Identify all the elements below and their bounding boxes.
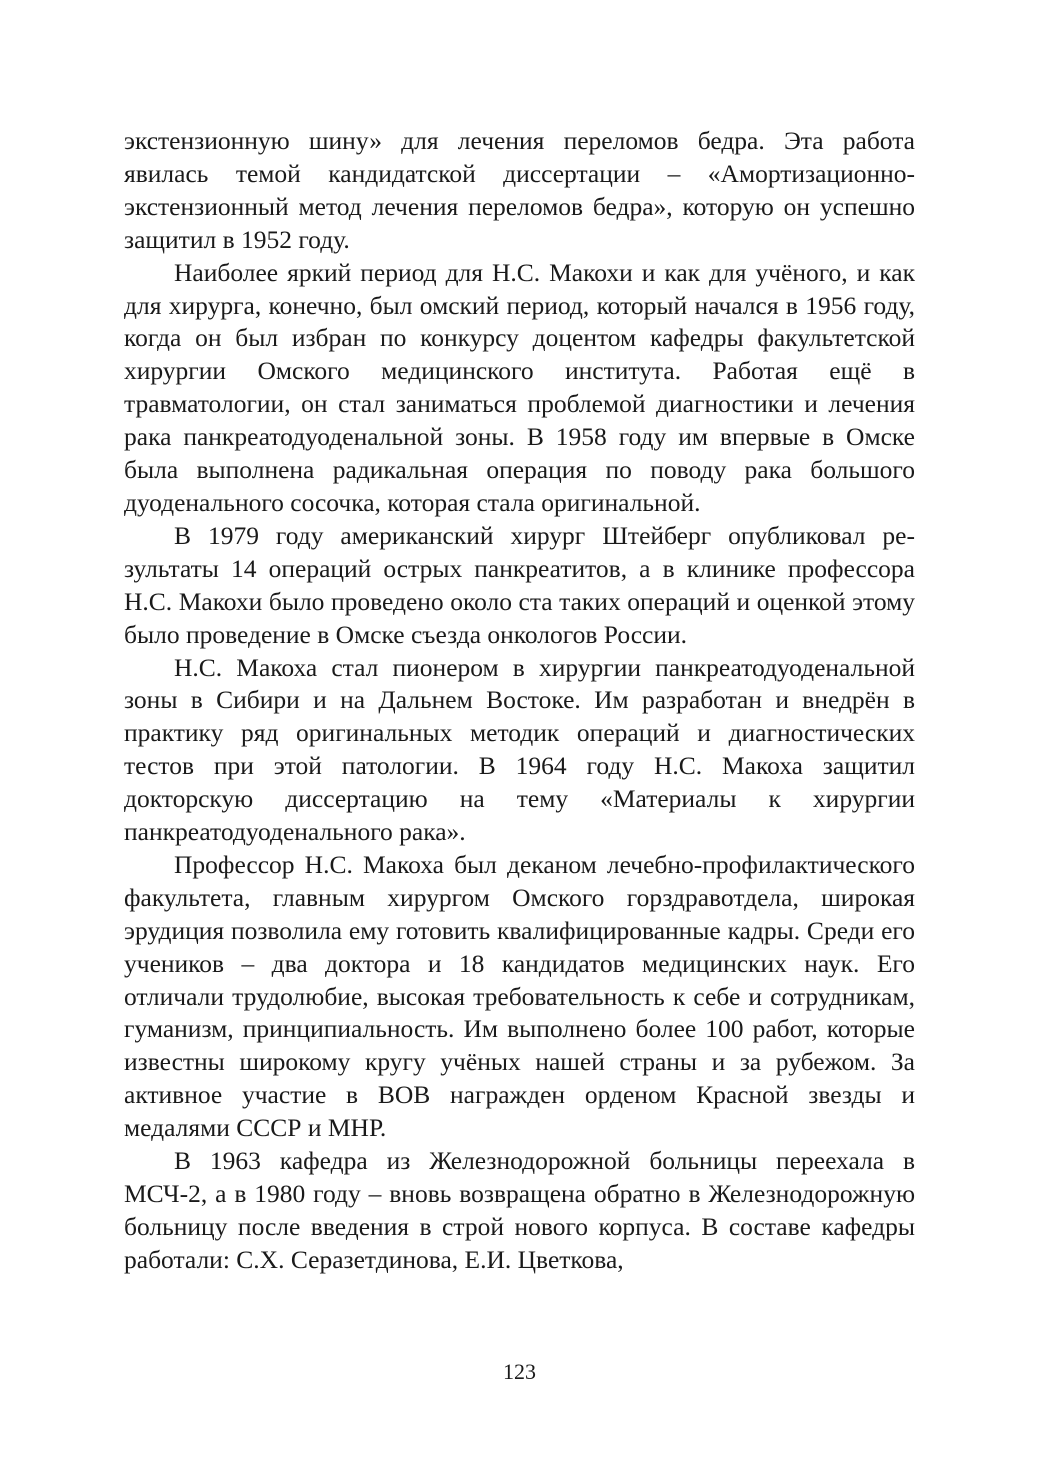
paragraph-2: Наиболее яркий период для Н.С. Макохи и как для учёного, и как для хирурга, конечно, был омский период, который начался в 1956 году, когда он был избран по конкурсу доцентом кафедры факультетской хирургии Омского медицинского института. Работая ещё в травматологии, он стал заниматься проблемой диагностики и лечения рака панкреатодуоденальной зоны. В 1958 году им впервые в Омске была выполнена радикальная операция по поводу рака большого дуоденального сосочка, которая стала оригинальной. <box>124 257 915 517</box>
paragraph-4: Н.С. Макоха стал пионером в хирургии панкреатодуоденальной зоны в Сибири и на Дальнем Востоке. Им разработан и внедрён в практику ряд оригинальных методик операций и диагностических тестов при этой патологии. В 1964 году Н.С. Макоха защитил докторскую диссертацию на тему «Материалы к хирургии панкреатодуоденального рака». <box>124 652 915 847</box>
paragraph-3: В 1979 году американский хирург Штейберг опубликовал результаты 14 операций острых панкреатитов, а в клинике профессора Н.С. Макохи было проведено около ста таких операций и оценкой этому было проведение в Омске съезда онкологов России. <box>124 520 915 649</box>
page-number: 123 <box>503 1359 536 1384</box>
paragraph-1: экстензионную шину» для лечения переломов бедра. Эта работа явилась темой кандидатской диссертации – «Амортизационно-экстензионный метод лечения переломов бедра», которую он успешно защитил в 1952 году. <box>124 126 915 254</box>
paragraph-5: Профессор Н.С. Макоха был деканом лечебно-профилактического факультета, главным хирургом Омского горздравотдела, широкая эрудиция позволила ему готовить квалифицированные кадры. Среди его учеников – два доктора и 18 кандидатов медицинских наук. Его отличали трудолюбие, высокая требовательность к себе и сотрудникам, гуманизм, принципиальность. Им выполнено более 100 работ, которые известны широкому кругу учёных нашей страны и за рубежом. За активное участие в ВОВ награжден орденом Красной звезды и медалями СССР и МНР. <box>124 849 915 1143</box>
paragraph-6: В 1963 кафедра из Железнодорожной больницы переехала в МСЧ-2, а в 1980 году – вновь возвращена обратно в Железнодорожную больницу после введения в строй нового корпуса. В составе кафедры работали: С.Х. Серазетдинова, Е.И. Цветкова, <box>124 1146 915 1274</box>
body-text <box>124 125 915 1277</box>
